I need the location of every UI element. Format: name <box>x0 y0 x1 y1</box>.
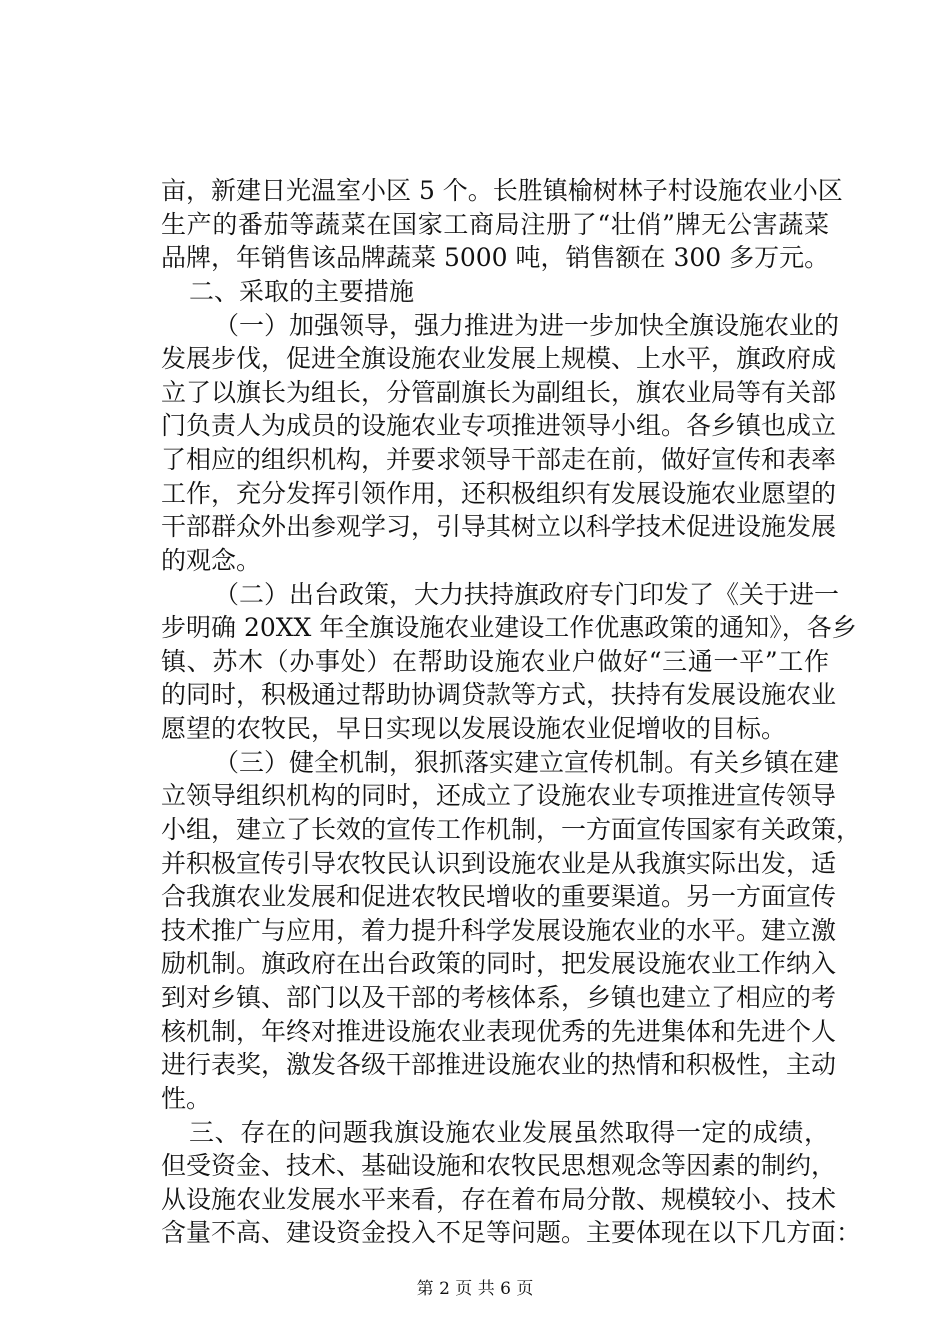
text-line: 品牌，年销售该品牌蔬菜 5000 吨，销售额在 300 多万元。 <box>161 243 830 273</box>
text-line: 但受资金、技术、基础设施和农牧民思想观念等因素的制约， <box>161 1151 837 1181</box>
text-line: 励机制。旗政府在出台政策的同时，把发展设施农业工作纳入 <box>161 949 837 979</box>
text-line: 了相应的组织机构，并要求领导干部走在前，做好宣传和表率 <box>161 445 837 474</box>
text-line: 愿望的农牧民，早日实现以发展设施农业促增收的目标。 <box>161 714 787 743</box>
text-line: 并积极宣传引导农牧民认识到设施农业是从我旗实际出发，适 <box>161 848 837 878</box>
text-line: 亩，新建日光温室小区 5 个。长胜镇榆树林子村设施农业小区 <box>161 176 843 205</box>
text-line: 的观念。 <box>161 545 262 575</box>
text-line: 干部群众外出参观学习，引导其树立以科学技术促进设施发展 <box>161 512 837 542</box>
text-line: 性。 <box>161 1083 212 1113</box>
text-line: 合我旗农业发展和促进农牧民增收的重要渠道。另一方面宣传 <box>161 882 837 912</box>
text-line: 发展步伐，促进全旗设施农业发展上规模、上水平，旗政府成 <box>161 344 837 374</box>
text-line: 小组，建立了长效的宣传工作机制，一方面宣传国家有关政策， <box>161 814 862 844</box>
text-line: 技术推广与应用，着力提升科学发展设施农业的水平。建立激 <box>161 915 837 945</box>
text-line: 核机制，年终对推进设施农业表现优秀的先进集体和先进个人 <box>161 1016 837 1046</box>
text-line: 步明确 20XX 年全旗设施农业建设工作优惠政策的通知》，各乡 <box>161 613 857 643</box>
text-line: 含量不高、建设资金投入不足等问题。主要体现在以下几方面： <box>161 1218 862 1248</box>
text-line: （一）加强领导，强力推进为进一步加快全旗设施农业的 <box>214 310 840 340</box>
text-line: 到对乡镇、部门以及干部的考核体系，乡镇也建立了相应的考 <box>161 983 837 1012</box>
text-line: 生产的番茄等蔬菜在国家工商局注册了“壮俏”牌无公害蔬菜 <box>161 209 829 239</box>
text-line: （三）健全机制，狠抓落实建立宣传机制。有关乡镇在建 <box>214 747 840 777</box>
text-line: 的同时，积极通过帮助协调贷款等方式，扶持有发展设施农业 <box>161 680 837 710</box>
page-number-footer: 第 2 页 共 6 页 <box>416 1279 534 1299</box>
text-line: 从设施农业发展水平来看，存在着布局分散、规模较小、技术 <box>161 1184 837 1214</box>
text-line: 工作，充分发挥引领作用，还积极组织有发展设施农业愿望的 <box>161 478 837 508</box>
text-line: 立了以旗长为组长，分管副旗长为副组长，旗农业局等有关部 <box>161 377 837 407</box>
text-line: 进行表奖，激发各级干部推进设施农业的热情和积极性，主动 <box>161 1050 837 1080</box>
section-heading: 二、采取的主要措施 <box>189 276 415 306</box>
text-line: 三、存在的问题我旗设施农业发展虽然取得一定的成绩， <box>189 1117 829 1147</box>
text-line: 门负责人为成员的设施农业专项推进领导小组。各乡镇也成立 <box>161 411 837 441</box>
text-line: 镇、苏木（办事处）在帮助设施农业户做好“三通一平”工作 <box>161 646 829 676</box>
text-line: （二）出台政策，大力扶持旗政府专门印发了《关于进一 <box>214 579 840 609</box>
text-line: 立领导组织机构的同时，还成立了设施农业专项推进宣传领导 <box>161 781 837 811</box>
